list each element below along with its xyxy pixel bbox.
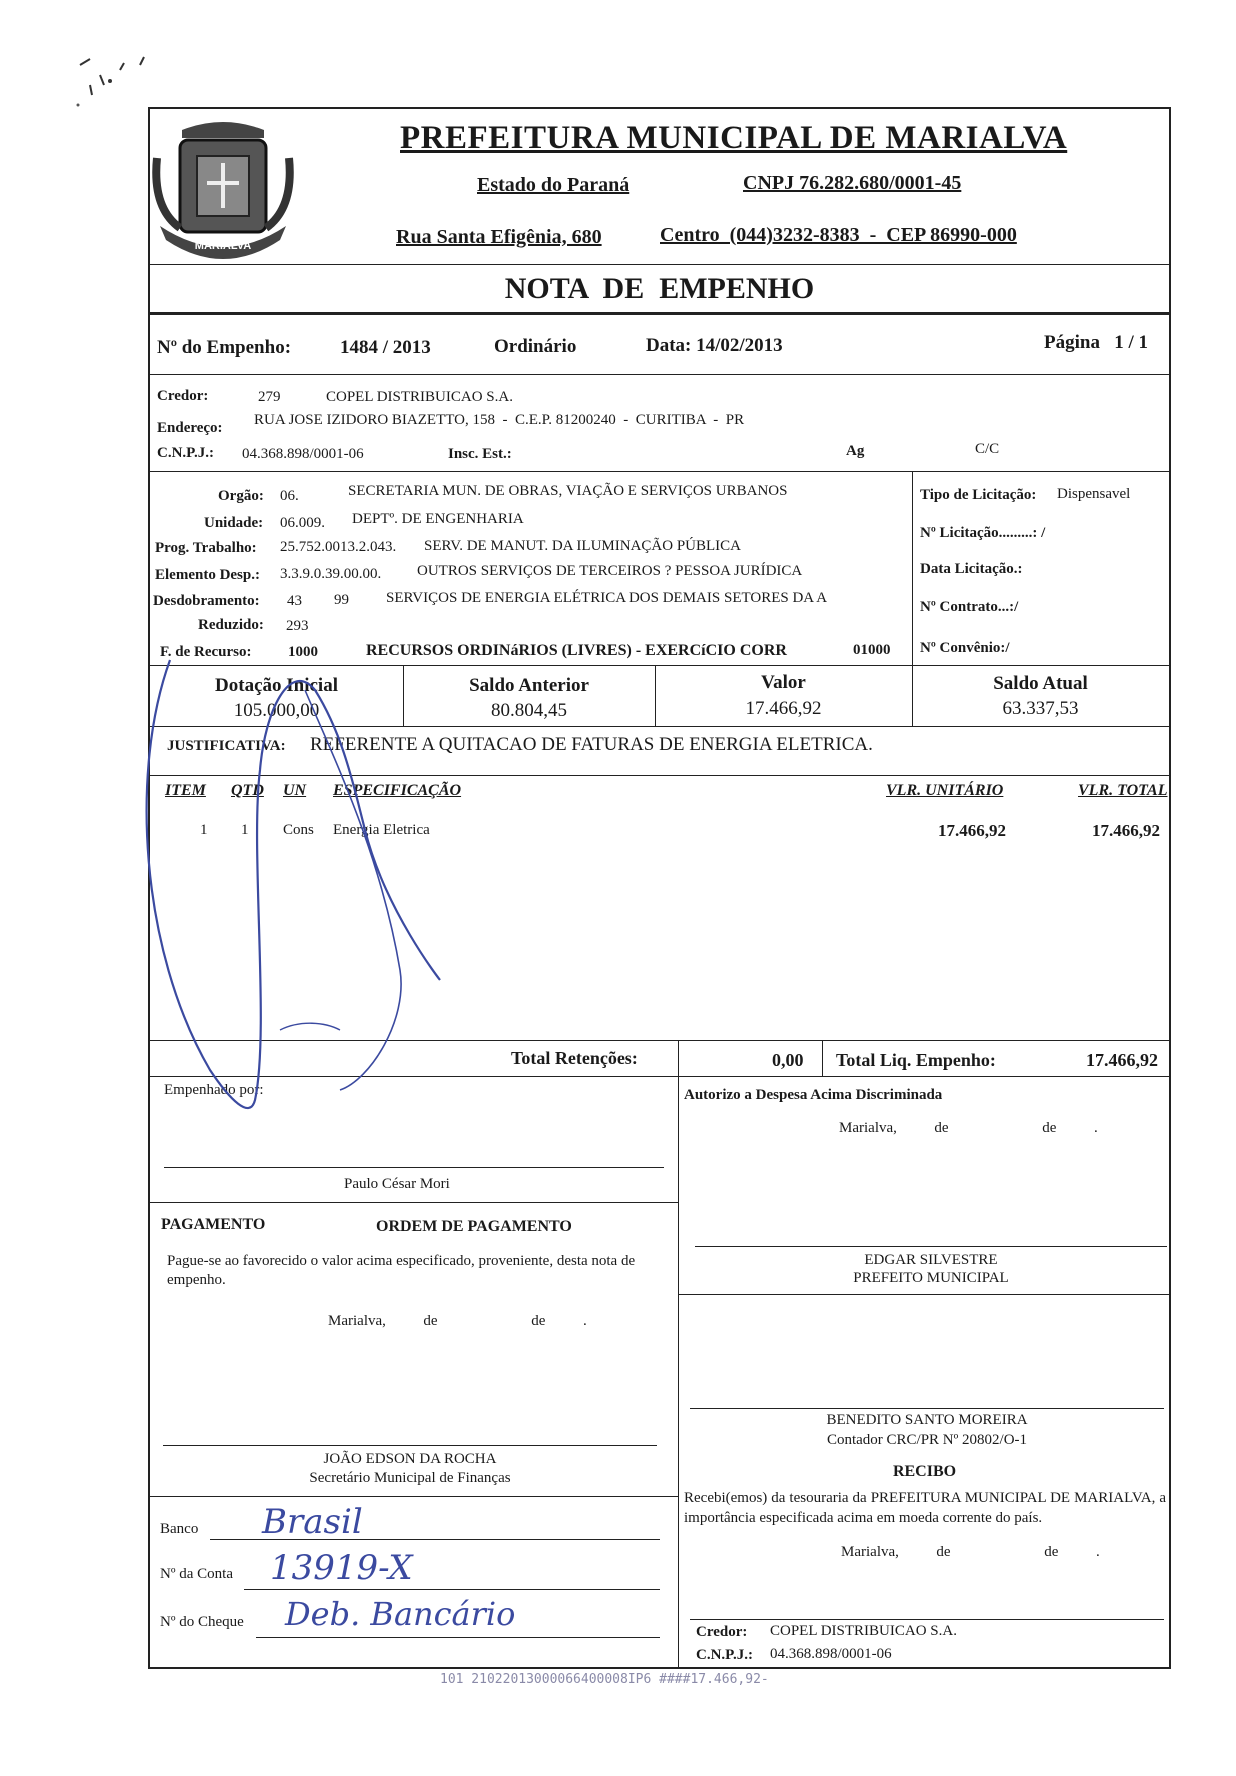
cnpj-label: C.N.P.J.: — [157, 445, 214, 461]
contador-name: BENEDITO SANTO MOREIRA — [826, 1412, 1028, 1428]
divider — [148, 312, 1171, 315]
convenio-label: Nº Convênio:/ — [920, 640, 1010, 656]
municipal-crest-icon — [152, 118, 294, 266]
divider — [678, 1040, 679, 1076]
data-licitacao-label: Data Licitação.: — [920, 561, 1023, 577]
unidade-label: Unidade: — [204, 515, 264, 531]
col-vlr-total: VLR. TOTAL — [1078, 782, 1168, 799]
saldo-atual-label: Saldo Atual — [993, 673, 1088, 694]
tipo-licitacao-label: Tipo de Licitação: — [920, 487, 1037, 503]
orgao-code: 06. — [280, 488, 299, 504]
crest-label: MARIALVA — [194, 240, 252, 252]
empenho-number: 1484 / 2013 — [340, 337, 431, 358]
row-qtd: 1 — [241, 822, 249, 838]
signature-line — [163, 1445, 657, 1446]
row-un: Cons — [283, 822, 314, 838]
prefeito-role: PREFEITO MUNICIPAL — [853, 1270, 1009, 1286]
divider — [678, 1076, 679, 1669]
divider — [148, 1496, 678, 1497]
row-vlr-total: 17.466,92 — [1092, 821, 1160, 840]
divider — [912, 471, 913, 665]
reduzido-code: 293 — [286, 618, 309, 634]
reduzido-label: Reduzido: — [198, 617, 264, 633]
recurso-code2: 01000 — [853, 642, 891, 658]
divider — [678, 1294, 1171, 1295]
banco-handwritten: Brasil — [262, 1502, 363, 1542]
header-address-rest: Centro (044)3232-8383 - CEP 86990-000 — [660, 224, 1017, 246]
footer-code: 101 21022013000066400008IP6 ####17.466,92- — [440, 1672, 769, 1687]
row-item: 1 — [200, 822, 208, 838]
right-place-line: Marialva, de de . — [839, 1120, 1098, 1136]
secretario-role: Secretário Municipal de Finanças — [309, 1470, 511, 1486]
signature-line — [690, 1408, 1164, 1409]
empenho-number-label: Nº do Empenho: — [157, 337, 292, 358]
conta-line — [244, 1589, 660, 1590]
cheque-handwritten: Deb. Bancário — [285, 1595, 516, 1633]
total-liq-label: Total Liq. Empenho: — [836, 1050, 996, 1070]
prog-code: 25.752.0013.2.043. — [280, 539, 397, 555]
elemento-code: 3.3.9.0.39.00.00. — [280, 566, 382, 582]
dotacao-inicial-label: Dotação Inicial — [215, 675, 338, 696]
credor-address: RUA JOSE IZIDORO BIAZETTO, 158 - C.E.P. 81200240 - CURITIBA - PR — [254, 412, 745, 428]
desdobramento-desc: SERVIÇOS DE ENERGIA ELÉTRICA DOS DEMAIS SETORES DA A — [386, 590, 828, 606]
empenhado-name: Paulo César Mori — [344, 1176, 450, 1192]
desdobramento-code2: 99 — [334, 592, 349, 608]
municipality-title: PREFEITURA MUNICIPAL DE MARIALVA — [400, 120, 1068, 156]
credor-code: 279 — [258, 389, 281, 405]
justificativa-text: REFERENTE A QUITACAO DE FATURAS DE ENERGIA ELETRICA. — [310, 734, 873, 755]
conta-label: Nº da Conta — [160, 1566, 233, 1582]
tipo-licitacao-value: Dispensavel — [1057, 486, 1131, 502]
state-name: Estado do Paraná — [477, 174, 630, 196]
valor-value: 17.466,92 — [745, 698, 822, 719]
empenhado-label: Empenhado por: — [164, 1082, 264, 1098]
orgao-label: Orgão: — [218, 488, 264, 504]
total-retencoes-label: Total Retenções: — [511, 1048, 638, 1068]
cheque-label: Nº do Cheque — [160, 1614, 244, 1630]
document-title: NOTA DE EMPENHO — [504, 272, 815, 305]
elemento-label: Elemento Desp.: — [155, 567, 260, 583]
page-number: Página 1 / 1 — [1044, 332, 1148, 353]
divider — [148, 264, 1171, 265]
saldo-atual-value: 63.337,53 — [1002, 698, 1079, 719]
prog-desc: SERV. DE MANUT. DA ILUMINAÇÃO PÚBLICA — [424, 538, 742, 554]
address-label: Endereço: — [157, 420, 223, 436]
credor-name: COPEL DISTRIBUICAO S.A. — [326, 389, 513, 405]
pagamento-label: PAGAMENTO — [161, 1216, 266, 1233]
contrato-label: Nº Contrato...:/ — [920, 599, 1019, 615]
contador-role: Contador CRC/PR Nº 20802/O-1 — [826, 1432, 1028, 1448]
unidade-code: 06.009. — [280, 515, 325, 531]
empenho-type: Ordinário — [494, 336, 577, 357]
col-item: ITEM — [165, 782, 206, 799]
recibo-place-line: Marialva, de de . — [841, 1544, 1100, 1560]
unidade-desc: DEPTº. DE ENGENHARIA — [352, 511, 524, 527]
recibo-credor-label: Credor: — [696, 1624, 748, 1640]
elemento-desc: OUTROS SERVIÇOS DE TERCEIROS ? PESSOA JURÍDICA — [417, 563, 803, 579]
recurso-desc: RECURSOS ORDINáRIOS (LIVRES) - EXERCíCIO CORR — [366, 642, 787, 659]
total-retencoes-value: 0,00 — [772, 1050, 804, 1070]
desdobramento-code1: 43 — [287, 593, 302, 609]
orgao-desc: SECRETARIA MUN. DE OBRAS, VIAÇÃO E SERVIÇOS URBANOS — [348, 483, 788, 499]
empenho-date: Data: 14/02/2013 — [646, 335, 783, 356]
header-address: Rua Santa Efigênia, 680 — [396, 226, 602, 248]
col-qtd: QTD — [231, 782, 264, 799]
justificativa-label: JUSTIFICATIVA: — [167, 738, 286, 754]
prefeito-name: EDGAR SILVESTRE — [864, 1252, 998, 1268]
row-especificacao: Energia Eletrica — [333, 822, 430, 838]
ordem-pagamento-label: ORDEM DE PAGAMENTO — [376, 1218, 572, 1235]
cc-label: C/C — [975, 441, 1000, 457]
divider — [148, 471, 1171, 472]
recibo-cnpj-value: 04.368.898/0001-06 — [770, 1646, 892, 1662]
col-un: UN — [283, 782, 307, 799]
secretario-name: JOÃO EDSON DA ROCHA — [323, 1451, 497, 1467]
conta-handwritten: 13919-X — [270, 1548, 413, 1588]
saldo-anterior-label: Saldo Anterior — [469, 675, 589, 696]
insc-label: Insc. Est.: — [448, 446, 512, 462]
total-liq-value: 17.466,92 — [1086, 1050, 1158, 1070]
header-cnpj: CNPJ 76.282.680/0001-45 — [743, 172, 962, 194]
recibo-label: RECIBO — [892, 1463, 957, 1480]
dotacao-inicial-value: 105.000,00 — [233, 700, 320, 721]
cheque-line — [256, 1637, 660, 1638]
autorizo-text: Autorizo a Despesa Acima Discriminada — [684, 1087, 943, 1103]
col-especificacao: ESPECIFICAÇÃO — [333, 782, 462, 799]
signature-line — [695, 1246, 1167, 1247]
ag-label: Ag — [846, 443, 865, 459]
saldo-anterior-value: 80.804,45 — [491, 700, 567, 721]
credor-cnpj: 04.368.898/0001-06 — [242, 446, 364, 462]
ordem-text: Pague-se ao favorecido o valor acima especificado, proveniente, desta nota de empenho. — [167, 1253, 636, 1288]
col-vlr-unitario: VLR. UNITÁRIO — [886, 782, 1004, 799]
recurso-label: F. de Recurso: — [160, 644, 252, 660]
banco-label: Banco — [160, 1521, 199, 1537]
row-vlr-unitario: 17.466,92 — [938, 821, 1006, 840]
desdobramento-label: Desdobramento: — [153, 593, 260, 609]
pen-signature — [140, 650, 470, 1210]
divider — [822, 1040, 823, 1076]
prog-label: Prog. Trabalho: — [155, 540, 257, 556]
recibo-text: Recebi(emos) da tesouraria da PREFEITURA MUNICIPAL DE MARIALVA, a importância especificada acima em moeda corrente do país. — [684, 1490, 1166, 1526]
left-place-line: Marialva, de de . — [328, 1313, 587, 1329]
credor-label: Credor: — [157, 388, 209, 404]
recibo-credor-name: COPEL DISTRIBUICAO S.A. — [770, 1623, 957, 1639]
recibo-cnpj-label: C.N.P.J.: — [696, 1647, 753, 1663]
num-licitacao-label: Nº Licitação.........: / — [920, 525, 1046, 541]
signature-line — [690, 1619, 1164, 1620]
recurso-code: 1000 — [288, 644, 318, 660]
valor-label: Valor — [761, 672, 806, 693]
divider — [148, 374, 1171, 375]
